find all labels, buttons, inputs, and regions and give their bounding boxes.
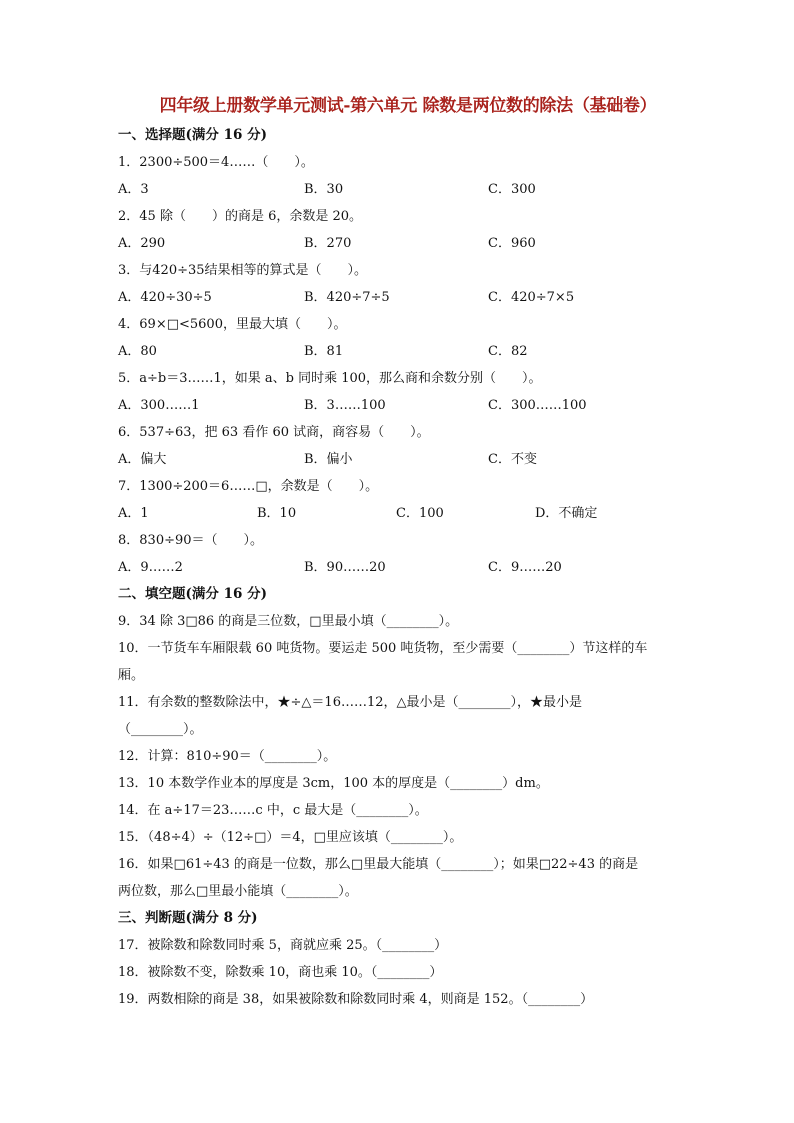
option-a: A．偏大 xyxy=(118,452,167,467)
option-b: B．偏小 xyxy=(304,452,353,467)
options-q7 xyxy=(118,500,698,527)
option-c: C．960 xyxy=(488,236,536,251)
question-10: 10．一节货车车厢限载 60 吨货物。要运走 500 吨货物，至少需要（________）节这样的车 xyxy=(118,641,648,656)
question-7: 7．1300÷200＝6……□，余数是（ ）。 xyxy=(118,479,379,494)
option-b: B．30 xyxy=(304,182,344,197)
options-q1 xyxy=(118,176,698,203)
options-q6 xyxy=(118,446,698,473)
option-c: C．82 xyxy=(488,344,528,359)
option-b: B．81 xyxy=(304,344,344,359)
question-3: 3．与420÷35结果相等的算式是（ ）。 xyxy=(118,263,368,278)
question-10-continued: 厢。 xyxy=(118,668,145,683)
option-a: A．290 xyxy=(118,236,166,251)
option-c: C．420÷7×5 xyxy=(488,290,575,305)
option-c: C．100 xyxy=(396,506,444,521)
question-17: 17．被除数和除数同时乘 5，商就应乘 25。（________） xyxy=(118,938,448,953)
section-heading-true-false: 三、判断题(满分 8 分) xyxy=(118,910,258,926)
option-b: B．90……20 xyxy=(304,560,386,575)
question-11: 11．有余数的整数除法中，★÷△＝16……12，△最小是（________），★最小是 xyxy=(118,695,583,710)
option-a: A．300……1 xyxy=(118,398,200,413)
option-c: C．9……20 xyxy=(488,560,562,575)
section-heading-fill-blank: 二、填空题(满分 16 分) xyxy=(118,586,267,602)
option-c: C．300 xyxy=(488,182,536,197)
option-b: B．420÷7÷5 xyxy=(304,290,390,305)
question-4: 4．69×□<5600，里最大填（ ）。 xyxy=(118,317,347,332)
question-11-continued: （________）。 xyxy=(118,722,203,737)
section-heading-choice: 一、选择题(满分 16 分) xyxy=(118,127,267,143)
options-q4 xyxy=(118,338,698,365)
question-14: 14．在 a÷17＝23……c 中，c 最大是（________）。 xyxy=(118,803,428,818)
worksheet-page xyxy=(118,92,698,1013)
options-q8 xyxy=(118,554,698,581)
option-b: B．3……100 xyxy=(304,398,386,413)
option-a: A．3 xyxy=(118,182,149,197)
question-2: 2．45 除（ ）的商是 6，余数是 20。 xyxy=(118,209,363,224)
option-a: A．9……2 xyxy=(118,560,183,575)
question-12: 12．计算：810÷90＝（________）。 xyxy=(118,749,337,764)
options-q2 xyxy=(118,230,698,257)
page-title: 四年级上册数学单元测试-第六单元 除数是两位数的除法（基础卷） xyxy=(159,96,657,116)
question-5: 5．a÷b＝3……1，如果 a、b 同时乘 100，那么商和余数分别（ ）。 xyxy=(118,371,542,386)
question-6: 6．537÷63，把 63 看作 60 试商，商容易（ ）。 xyxy=(118,425,430,440)
question-16: 16．如果□61÷43 的商是一位数，那么□里最大能填（________）；如果□22÷43 的商是 xyxy=(118,857,639,872)
option-d: D．不确定 xyxy=(535,506,598,521)
option-b: B．10 xyxy=(257,506,297,521)
question-18: 18．被除数不变，除数乘 10，商也乘 10。（________） xyxy=(118,965,443,980)
option-a: A．420÷30÷5 xyxy=(118,290,212,305)
question-13: 13．10 本数学作业本的厚度是 3cm，100 本的厚度是（________）dm。 xyxy=(118,776,549,791)
question-8: 8．830÷90＝（ ）。 xyxy=(118,533,264,548)
question-15: 15．（48÷4）÷（12÷□）＝4，□里应该填（________）。 xyxy=(118,830,463,845)
options-q5 xyxy=(118,392,698,419)
question-1: 1．2300÷500＝4……（ ）。 xyxy=(118,155,314,170)
option-c: C．不变 xyxy=(488,452,537,467)
question-16-continued: 两位数，那么□里最小能填（________）。 xyxy=(118,884,358,899)
question-19: 19．两数相除的商是 38，如果被除数和除数同时乘 4，则商是 152。（________） xyxy=(118,992,594,1007)
option-c: C．300……100 xyxy=(488,398,587,413)
options-q3 xyxy=(118,284,698,311)
question-9: 9．34 除 3□86 的商是三位数，□里最小填（________）。 xyxy=(118,614,459,629)
option-a: A．1 xyxy=(118,506,149,521)
option-b: B．270 xyxy=(304,236,352,251)
option-a: A．80 xyxy=(118,344,157,359)
